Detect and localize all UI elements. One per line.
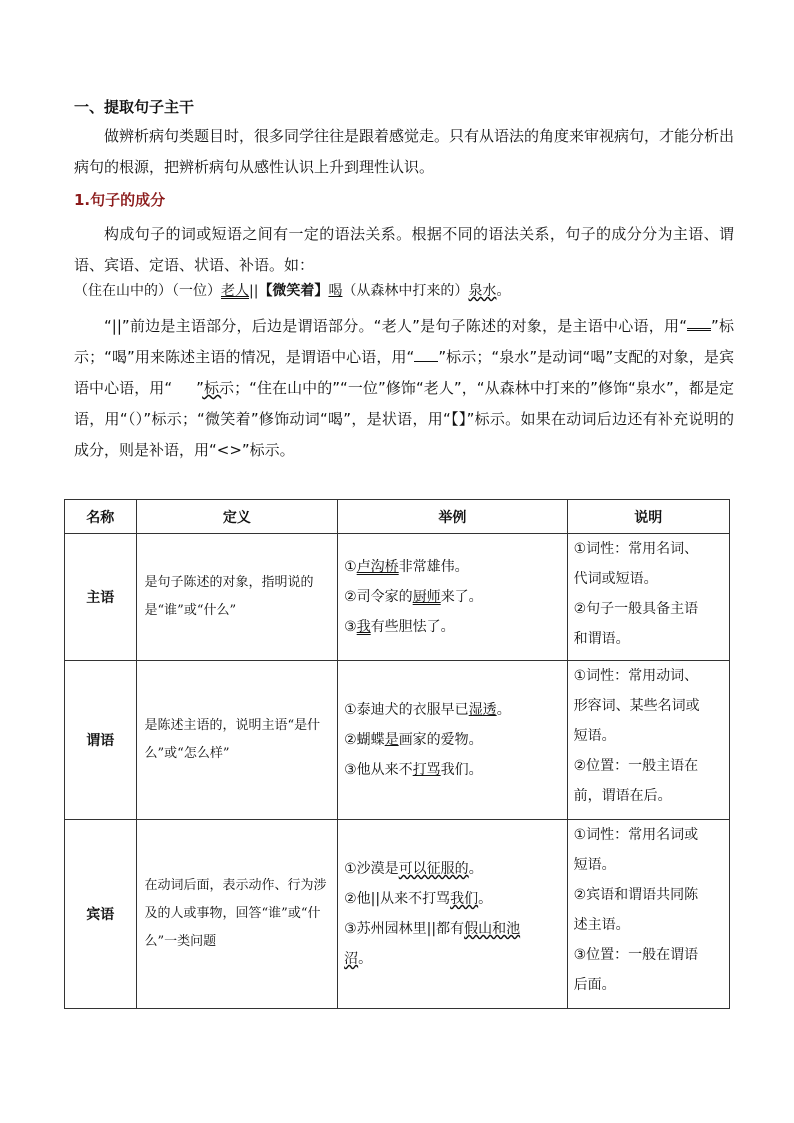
example-line: ②司令家的厨师来了。 [344,589,483,605]
section-heading: 一、提取句子主干 [74,98,195,116]
example-attr-1: （住在山中的）（一位） [74,283,221,299]
table-row [65,661,730,820]
example-line: ③苏州园林里||都有假山和池 [344,921,521,937]
example-adverbial: 【微笑着】 [258,283,329,299]
row-name: 主语 [65,534,137,661]
example-object: 泉水 [468,283,497,299]
row-note: ①词性：常用名词、 代词或短语。 ②句子一般具备主语 和谓语。 [567,534,729,661]
row-name: 宾语 [65,820,137,1009]
row-note: ①词性：常用名词或 短语。 ②宾语和谓语共同陈 述主语。 ③位置：一般在谓语 后面。 [567,820,729,1009]
example-line: ①泰迪犬的衣服早已湿透。 [344,702,511,718]
example-line: ②他||从来不打骂我们。 [344,891,493,907]
header-name: 名称 [65,500,137,534]
header-example: 举例 [338,500,567,534]
example-verb: 喝 [328,283,343,299]
explanation-paragraph [74,311,734,466]
explanation-part-3: ”标示；“泉水”是动词“喝”支配的对象，是宾语中心语，用“ [74,348,734,397]
example-line: ②蝴蝶是画家的爱物。 [344,732,483,748]
example-line: ③我有些胆怯了。 [344,619,455,635]
explanation-part-1: “||”前边是主语部分，后边是谓语部分。“老人”是句子陈述的对象，是主语中心语，用“ [104,317,687,335]
example-sentence [74,280,510,302]
underline-mark [414,349,438,362]
header-definition: 定义 [136,500,338,534]
explanation-part-2: ”标示；“喝”用来陈述主语的情况，是谓语中心语，用“ [74,317,734,366]
header-note: 说明 [567,500,729,534]
row-name: 谓语 [65,661,137,820]
table-row [65,534,730,661]
explanation-part-4: ”标示；“住在山中的”“一位”修饰“老人”，“从森林中打来的”修饰“泉水”，都是定语，用“（）”标示；“微笑着”修饰动词“喝”，是状语，用“【】”标示。如果在动词后边还有补充说明的成分，则是补语，用“<>”标示。 [74,379,735,459]
wavy-underline-mark [172,373,196,385]
intro-paragraph: 做辨析病句类题目时，很多同学往往是跟着感觉走。只有从语法的角度来审视病句，才能分析出病句的根源，把辨析病句从感性认识上升到理性认识。 [74,127,735,176]
subsection-heading: 1.句子的成分 [74,191,166,209]
example-attr-2: （从森林中打来的） [342,283,469,299]
table-header-row [65,500,730,534]
row-definition: 是句子陈述的对象，指明说的是“谁”或“什么” [136,534,338,661]
example-line: ①卢沟桥非常雄伟。 [344,559,469,575]
components-paragraph: 构成句子的词或短语之间有一定的语法关系。根据不同的语法关系，句子的成分分为主语、谓语、宾语、定语、状语、补语。如： [74,225,734,274]
example-subject: 老人 [221,283,249,299]
example-separator: || [249,283,259,299]
example-line: ①沙漠是可以征服的。 [344,861,483,877]
row-examples [338,661,567,820]
example-line: 沼。 [344,951,373,967]
example-line: ③他从来不打骂我们。 [344,762,483,778]
row-examples [338,820,567,1009]
row-definition: 是陈述主语的，说明主语“是什么”或“怎么样” [136,661,338,820]
row-definition: 在动词后面，表示动作、行为涉及的人或事物，回答“谁”或“什么”一类问题 [136,820,338,1009]
row-examples [338,534,567,661]
sentence-components-table [64,499,730,1009]
table-row [65,820,730,1009]
example-end: 。 [496,283,511,299]
double-underline-mark [687,316,711,331]
row-note: ①词性：常用动词、 形容词、某些名词或 短语。 ②位置：一般主语在 前，谓语在后。 [567,661,729,820]
